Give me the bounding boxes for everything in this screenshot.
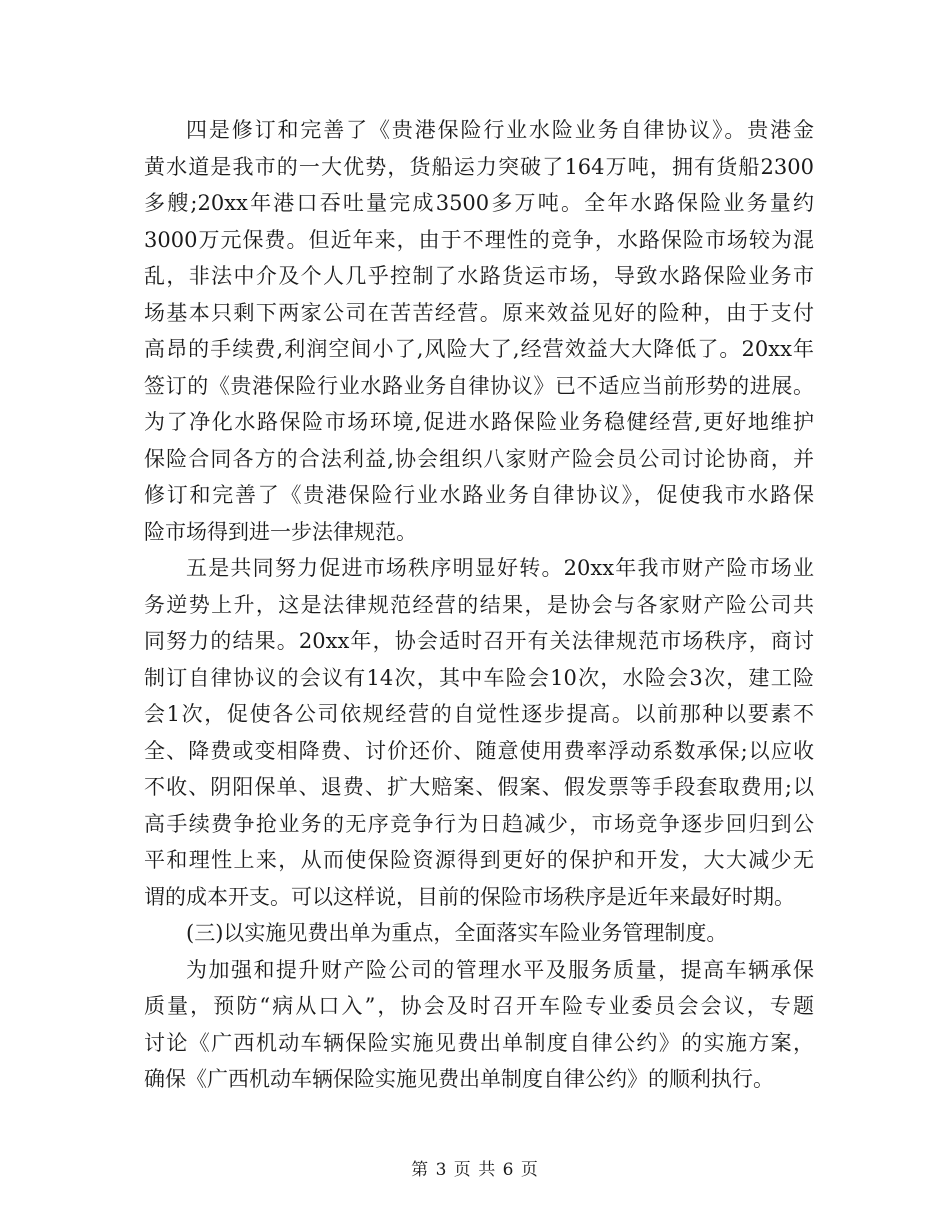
text-line: 四是修订和完善了《贵港保险行业水险业务自律协议》。贵港金 <box>186 118 814 142</box>
text-line: 乱，非法中介及个人几乎控制了水路货运市场，导致水路保险业务市 <box>144 264 814 288</box>
text-line: 五是共同努力促进市场秩序明显好转。20xx年我市财产险市场业 <box>186 556 814 580</box>
text-line: 签订的《贵港保险行业水路业务自律协议》已不适应当前形势的进展。 <box>144 373 814 398</box>
text-line: 务逆势上升，这是法律规范经营的结果，是协会与各家财产险公司共 <box>144 592 814 617</box>
text-line: 全、降费或变相降费、讨价还价、随意使用费率浮动系数承保;以应收 <box>144 738 814 763</box>
text-line: 同努力的结果。20xx年，协会适时召开有关法律规范市场秩序，商讨 <box>144 629 814 653</box>
text-line: 高昂的手续费,利润空间小了,风险大了,经营效益大大降低了。20xx年 <box>144 337 814 361</box>
text-line: 讨论《广西机动车辆保险实施见费出单制度自律公约》的实施方案， <box>144 1030 814 1055</box>
text-line: 为加强和提升财产险公司的管理水平及服务质量，提高车辆承保 <box>186 957 814 982</box>
paragraph-water-insurance <box>144 112 814 550</box>
text-line: 险市场得到进一步法律规范。 <box>144 519 417 544</box>
text-line: 不收、阴阳保单、退费、扩大赔案、假案、假发票等手段套取费用;以 <box>144 775 814 799</box>
paragraph-market-order <box>144 550 814 915</box>
text-line: 确保《广西机动车辆保险实施见费出单制度自律公约》的顺利执行。 <box>144 1067 774 1091</box>
text-line: 为了净化水路保险市场环境,促进水路保险业务稳健经营,更好地维护 <box>144 410 814 434</box>
page-number-footer: 第 3 页 共 6 页 <box>411 1160 539 1180</box>
text-line: 保险合同各方的合法利益,协会组织八家财产险会员公司讨论协商，并 <box>144 446 814 471</box>
text-line: 谓的成本开支。可以这样说，目前的保险市场秩序是近年来最好时期。 <box>144 884 795 909</box>
text-line: 场基本只剩下两家公司在苦苦经营。原来效益见好的险种，由于支付 <box>144 300 814 325</box>
document-body <box>144 112 814 1098</box>
text-line: 高手续费争抢业务的无序竞争行为日趋减少，市场竞争逐步回归到公 <box>144 811 814 836</box>
text-line: 质量，预防“病从口入”，协会及时召开车险专业委员会会议，专题 <box>144 994 814 1018</box>
text-line: 3000万元保费。但近年来，由于不理性的竞争，水路保险市场较为混 <box>144 227 814 252</box>
text-line: 黄水道是我市的一大优势，货船运力突破了164万吨，拥有货船2300 <box>144 154 814 179</box>
text-line: 平和理性上来，从而使保险资源得到更好的保护和开发，大大减少无 <box>144 848 814 872</box>
paragraph-vehicle-insurance <box>144 952 814 1098</box>
section-heading <box>144 915 814 952</box>
text-line: 制订自律协议的会议有14次，其中车险会10次，水险会3次，建工险 <box>144 665 814 690</box>
text-line: (三)以实施见费出单为重点，全面落实车险业务管理制度。 <box>186 921 728 945</box>
text-line: 修订和完善了《贵港保险行业水路业务自律协议》，促使我市水路保 <box>144 483 814 507</box>
text-line: 会1次，促使各公司依规经营的自觉性逐步提高。以前那种以要素不 <box>144 702 814 726</box>
text-line: 多艘;20xx年港口吞吐量完成3500多万吨。全年水路保险业务量约 <box>144 191 814 215</box>
